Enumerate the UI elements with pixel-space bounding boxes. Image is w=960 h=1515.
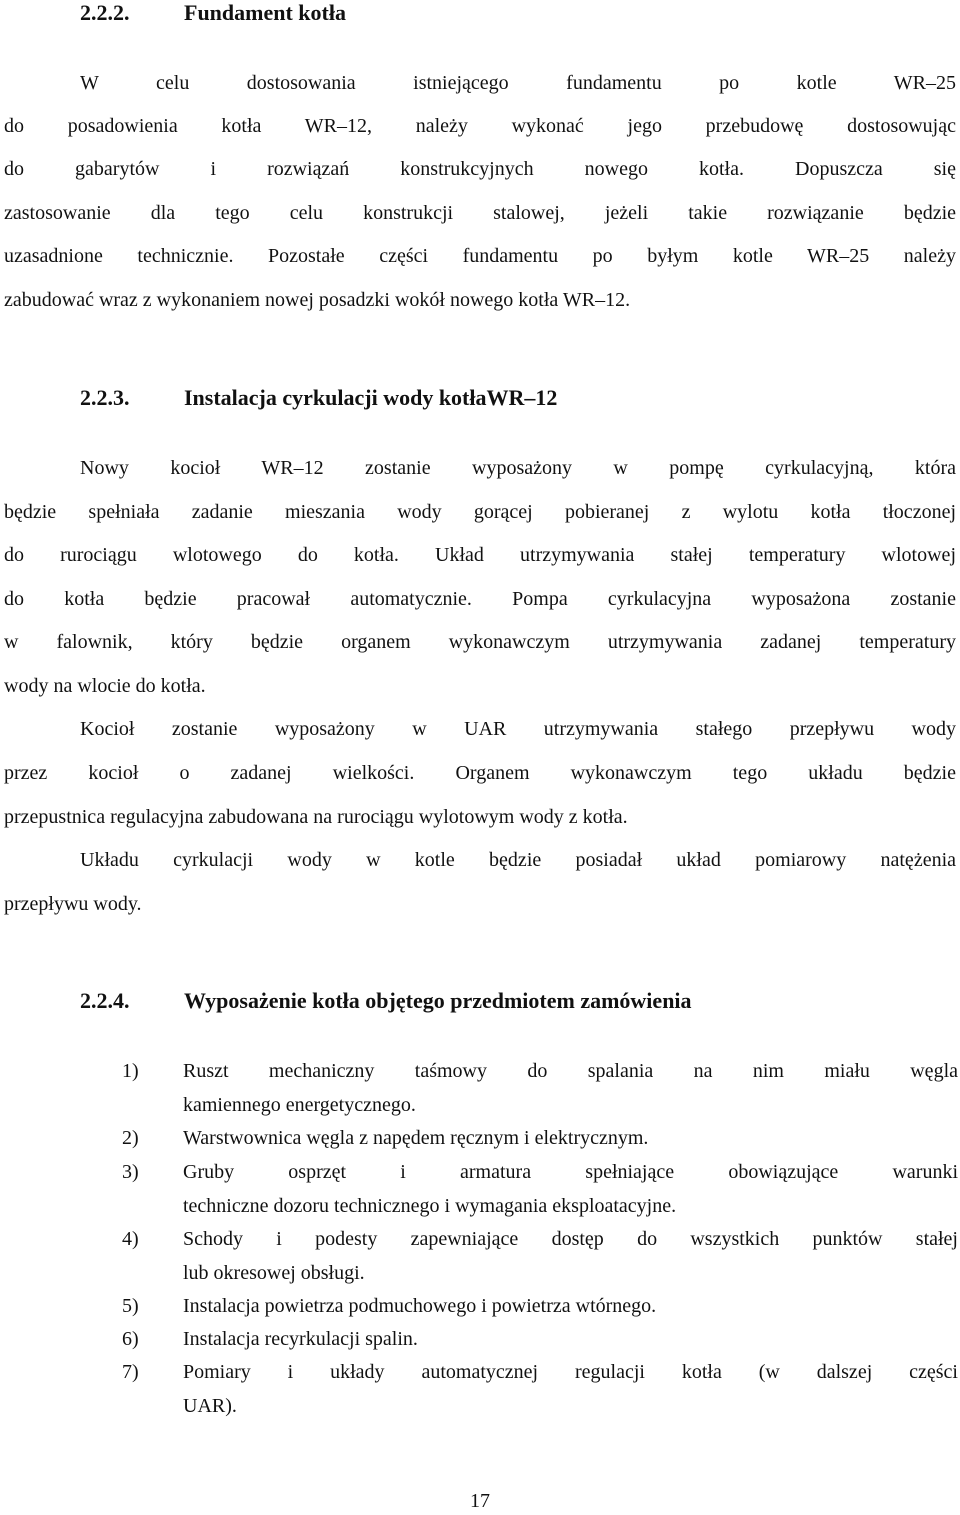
paragraph-line: w falownik, który będzie organem wykonawczym utrzymywania zadanej temperatury — [4, 631, 956, 653]
paragraph-line: do rurociągu wlotowego do kotła. Układ utrzymywania stałej temperatury wlotowej — [4, 544, 956, 566]
list-item-line: Instalacja recyrkulacji spalin. — [183, 1328, 418, 1350]
paragraph-line: do posadowienia kotła WR–12, należy wykonać jego przebudowę dostosowując — [4, 115, 956, 137]
list-item-line: Warstwownica węgla z napędem ręcznym i elektrycznym. — [183, 1127, 649, 1149]
list-item-line: UAR). — [183, 1395, 237, 1417]
page-number: 17 — [470, 1490, 490, 1512]
paragraph-line: W celu dostosowania istniejącego fundamentu po kotle WR–25 — [80, 72, 956, 94]
list-item-index: 7) — [122, 1361, 139, 1383]
list-item-index: 3) — [122, 1161, 139, 1183]
section-heading-2-2-3 — [80, 385, 557, 411]
paragraph-line: będzie spełniała zadanie mieszania wody gorącej pobieranej z wylotu kotła tłoczonej — [4, 501, 956, 523]
section-title: Fundament kotła — [184, 0, 346, 25]
paragraph-line: uzasadnione technicznie. Pozostałe części fundamentu po byłym kotle WR–25 należy — [4, 245, 956, 267]
paragraph-line: przepustnica regulacyjna zabudowana na rurociągu wylotowym wody z kotła. — [4, 806, 628, 828]
list-item-line: Ruszt mechaniczny taśmowy do spalania na nim miału węgla — [183, 1060, 958, 1082]
paragraph-line: przepływu wody. — [4, 893, 142, 915]
list-item-index: 2) — [122, 1127, 139, 1149]
section-title: Wyposażenie kotła objętego przedmiotem zamówienia — [184, 988, 692, 1013]
list-item-line: Gruby osprzęt i armatura spełniające obowiązujące warunki — [183, 1161, 958, 1183]
paragraph-line: Układu cyrkulacji wody w kotle będzie posiadał układ pomiarowy natężenia — [80, 849, 956, 871]
list-item-line: kamiennego energetycznego. — [183, 1094, 416, 1116]
list-item-line: techniczne dozoru technicznego i wymagania eksploatacyjne. — [183, 1195, 677, 1217]
list-item-index: 5) — [122, 1295, 139, 1317]
section-number: 2.2.2. — [80, 0, 130, 25]
list-item-index: 6) — [122, 1328, 139, 1350]
paragraph-line: zabudować wraz z wykonaniem nowej posadzki wokół nowego kotła WR–12. — [4, 289, 631, 311]
paragraph-line: zastosowanie dla tego celu konstrukcji stalowej, jeżeli takie rozwiązanie będzie — [4, 202, 956, 224]
section-number: 2.2.3. — [80, 385, 130, 410]
paragraph-line: wody na wlocie do kotła. — [4, 675, 206, 697]
list-item-line: Schody i podesty zapewniające dostęp do wszystkich punktów stałej — [183, 1228, 958, 1250]
paragraph-line: do gabarytów i rozwiązań konstrukcyjnych nowego kotła. Dopuszcza się — [4, 158, 956, 180]
section-heading-2-2-2 — [80, 0, 346, 26]
paragraph-line: przez kocioł o zadanej wielkości. Organem wykonawczym tego układu będzie — [4, 762, 956, 784]
paragraph-line: Kocioł zostanie wyposażony w UAR utrzymywania stałego przepływu wody — [80, 718, 956, 740]
list-item-line: Pomiary i układy automatycznej regulacji kotła (w dalszej części — [183, 1361, 958, 1383]
paragraph-line: Nowy kocioł WR–12 zostanie wyposażony w pompę cyrkulacyjną, która — [80, 457, 956, 479]
list-item-index: 1) — [122, 1060, 139, 1082]
section-number: 2.2.4. — [80, 988, 130, 1013]
paragraph-line: do kotła będzie pracował automatycznie. Pompa cyrkulacyjna wyposażona zostanie — [4, 588, 956, 610]
section-heading-2-2-4 — [80, 988, 692, 1014]
list-item-line: lub okresowej obsługi. — [183, 1262, 365, 1284]
list-item-index: 4) — [122, 1228, 139, 1250]
section-title: Instalacja cyrkulacji wody kotłaWR–12 — [184, 385, 558, 410]
list-item-line: Instalacja powietrza podmuchowego i powietrza wtórnego. — [183, 1295, 657, 1317]
